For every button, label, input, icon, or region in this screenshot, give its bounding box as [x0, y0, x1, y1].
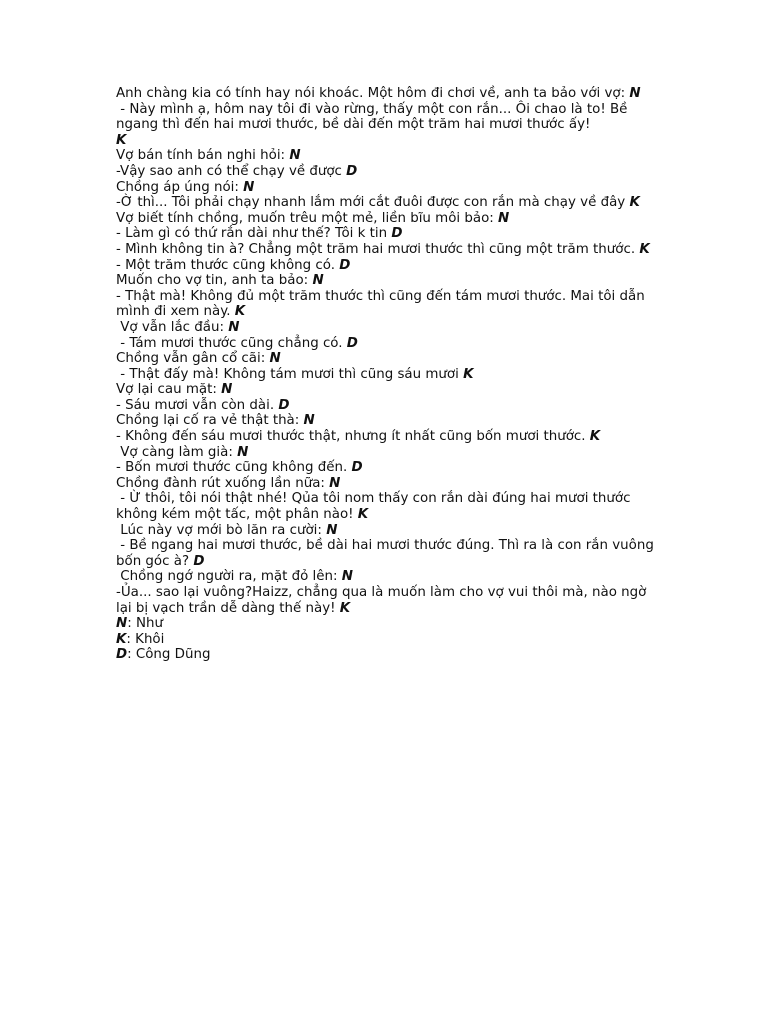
speaker-tag: N: [341, 569, 353, 585]
speaker-tag: N: [269, 351, 281, 367]
story-paragraph: [116, 382, 656, 398]
speaker-tag: D: [391, 226, 403, 242]
story-paragraph: [116, 242, 656, 258]
speaker-tag: N: [221, 382, 233, 398]
story-paragraph: [116, 585, 656, 616]
story-paragraph: [116, 273, 656, 289]
legend-line: [116, 616, 656, 632]
paragraph-text: - Bề ngang hai mươi thước, bề dài hai mươi thước đúng. Thì ra là con rắn vuông bốn góc à?: [116, 538, 659, 569]
legend-tag: K: [116, 631, 127, 647]
story-paragraph: [116, 445, 656, 461]
story-paragraph: [116, 367, 656, 383]
speaker-tag: D: [346, 335, 358, 351]
speaker-tag: N: [303, 413, 315, 429]
speaker-tag: N: [326, 522, 338, 538]
story-paragraph: [116, 180, 656, 196]
paragraph-text: Chồng lại cố ra vẻ thật thà:: [116, 413, 304, 429]
story-paragraph: [116, 538, 659, 569]
story-paragraph: [116, 491, 656, 522]
paragraph-text: - Không đến sáu mươi thước thật, nhưng ít nhất cũng bốn mươi thước.: [116, 429, 590, 445]
story-paragraph: [116, 102, 656, 149]
paragraph-text: -Ờ thì... Tôi phải chạy nhanh lắm mới cắt đuôi được con rắn mà chạy về đây: [116, 195, 630, 211]
story-paragraph: [116, 148, 656, 164]
paragraph-text: -Ủa... sao lại vuông?Haizz, chẳng qua là muốn làm cho vợ vui thôi mà, nào ngờ lại bị vạch trần dễ dàng thế này!: [116, 585, 651, 616]
paragraph-text: - Này mình ạ, hôm nay tôi đi vào rừng, thấy một con rắn... Ôi chao là to! Bề ngang thì đến hai mươi thước, bề dài đến một trăm hai mươi thước ấy!: [116, 101, 628, 133]
speaker-tag: N: [329, 475, 341, 491]
paragraph-text: - Tám mươi thước cũng chẳng có.: [116, 335, 347, 351]
legend-line: [116, 647, 656, 663]
story-paragraph: [116, 258, 656, 274]
paragraph-text: - Sáu mươi vẫn còn dài.: [116, 397, 279, 413]
paragraph-text: Vợ lại cau mặt:: [116, 382, 222, 398]
paragraph-text: Chồng vẫn gân cổ cãi:: [116, 351, 270, 367]
speaker-tag: D: [278, 397, 290, 413]
story-paragraph: [116, 476, 656, 492]
speaker-tag: K: [629, 195, 640, 211]
story-paragraph: [116, 195, 656, 211]
legend-text: : Công Dũng: [127, 647, 211, 663]
story-paragraph: [116, 289, 656, 320]
speaker-tag: K: [116, 132, 127, 148]
paragraph-text: Anh chàng kia có tính hay nói khoác. Một hôm đi chơi về, anh ta bảo với vợ:: [116, 86, 630, 101]
speaker-tag: N: [237, 444, 249, 460]
speaker-tag: K: [234, 304, 246, 320]
story-paragraph: [116, 320, 656, 336]
paragraph-text: - Bốn mươi thước cũng không đến.: [116, 460, 352, 476]
speaker-tag: D: [351, 460, 363, 476]
speaker-tag: D: [346, 163, 358, 179]
paragraph-text: - Thật mà! Không đủ một trăm thước thì cũng đến tám mươi thước. Mai tôi dẫn mình đi xem này.: [116, 288, 649, 320]
paragraph-text: - Thật đấy mà! Không tám mươi thì cũng sáu mươi: [116, 366, 464, 382]
paragraph-text: Muốn cho vợ tin, anh ta bảo:: [116, 273, 313, 289]
speaker-tag: N: [228, 319, 240, 335]
legend-tag: N: [116, 616, 128, 632]
story-paragraph: [116, 429, 656, 445]
paragraph-text: Vợ bán tính bán nghi hỏi:: [116, 148, 290, 164]
paragraph-text: -Vậy sao anh có thể chạy về được: [116, 163, 347, 179]
speaker-tag: K: [589, 429, 601, 445]
story-paragraph: [116, 413, 656, 429]
document-body: [116, 86, 659, 663]
story-paragraph: [116, 86, 656, 102]
paragraph-text: Vợ càng làm già:: [116, 444, 238, 460]
legend-tag: D: [116, 647, 128, 663]
paragraph-text: Chồng áp úng nói:: [116, 179, 244, 195]
speaker-tag: N: [629, 86, 641, 101]
story-paragraph: [116, 460, 656, 476]
story-paragraph: [116, 336, 656, 352]
speaker-tag: N: [243, 179, 255, 195]
speaker-tag: K: [339, 600, 351, 616]
story-paragraph: [116, 226, 656, 242]
legend-line: [116, 632, 656, 648]
paragraph-text: - Một trăm thước cũng không có.: [116, 257, 340, 273]
paragraph-text: Chồng đành rút xuống lần nữa:: [116, 475, 330, 491]
paragraph-text: - Ừ thôi, tôi nói thật nhé! Qủa tôi nom thấy con rắn dài đúng hai mươi thước không kém một tấc, một phân nào!: [116, 491, 635, 523]
paragraph-text: Vợ vẫn lắc đầu:: [116, 319, 229, 335]
speaker-tag: N: [312, 273, 324, 289]
story-paragraph: [116, 398, 656, 414]
speaker-tag: K: [357, 507, 369, 523]
legend-text: : Khôi: [126, 631, 165, 647]
story-paragraph: [116, 211, 656, 227]
paragraph-text: Chồng ngớ người ra, mặt đỏ lên:: [116, 569, 342, 585]
speaker-tag: K: [463, 366, 474, 382]
story-paragraph: [116, 164, 656, 180]
story-paragraph: [116, 351, 656, 367]
story-paragraph: [116, 523, 656, 539]
speaker-tag: D: [339, 257, 351, 273]
speaker-tag: K: [639, 241, 650, 257]
paragraph-text: Lúc này vợ mới bò lăn ra cười:: [116, 522, 327, 538]
speaker-tag: D: [193, 553, 205, 569]
paragraph-text: Vợ biết tính chồng, muốn trêu một mẻ, liền bĩu môi bảo:: [116, 210, 499, 226]
speaker-tag: N: [289, 148, 301, 164]
story-paragraph: [116, 569, 656, 585]
paragraph-text: - Làm gì có thứ rắn dài như thế? Tôi k tin: [116, 226, 392, 242]
paragraph-text: - Mình không tin à? Chẳng một trăm hai mươi thước thì cũng một trăm thước.: [116, 241, 640, 257]
legend-text: : Như: [127, 616, 163, 632]
speaker-tag: N: [498, 210, 510, 226]
